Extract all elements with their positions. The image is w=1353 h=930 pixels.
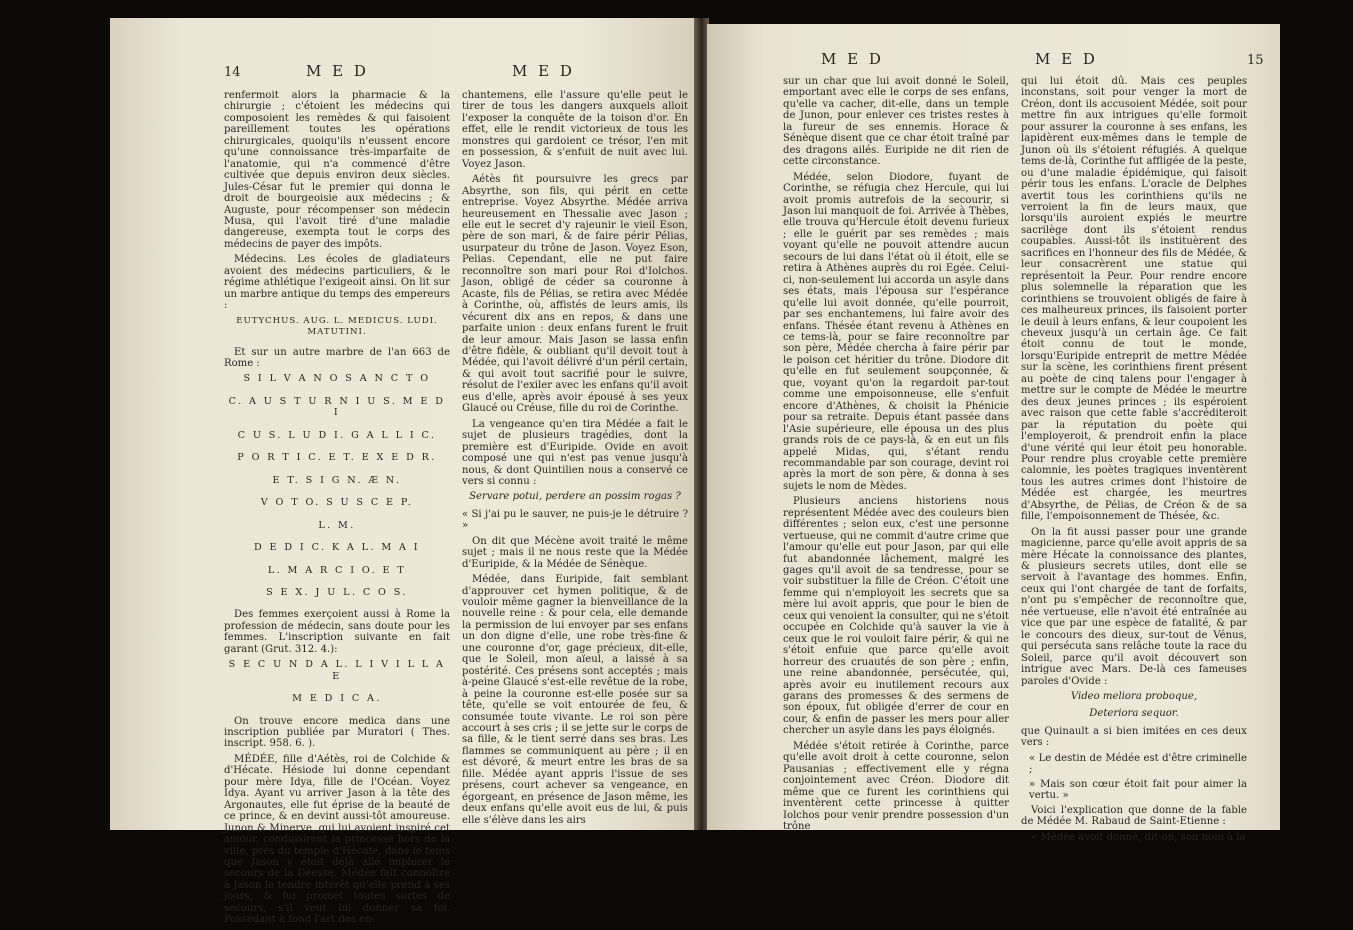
paragraph: Des femmes exerçoient aussi à Rome la profession de médecin, sans doute pour les femmes. L'inscription suivante en fait garant (Grut. 312. 4.): — [224, 609, 450, 655]
paragraph: « Si j'ai pu le sauver, ne puis-je le détruire ? » — [462, 508, 688, 532]
paragraph: Et sur un autre marbre de l'an 663 de Rome : — [224, 346, 450, 369]
inscription-line: L. M A R C I O. E T — [267, 564, 407, 576]
left-column-2 — [462, 90, 688, 830]
inscription-line: P O R T I C. E T. E X E D R. — [237, 452, 437, 464]
inscription-line: C. A U S T U R N I U S. M E D I — [228, 395, 446, 419]
inscription-line: S E X. J U L. C O S. — [266, 586, 408, 598]
inscription-line: L. M. — [318, 519, 356, 531]
paragraph: qui lui étoit dû. Mais ces peuples inconstans, soit pour venger la mort de Créon, dont ils accusoient Médée, soit pour mettre fin aux intrigues qu'elle formoit pour assurer la couronne à ses enfans, les lapidèrent eux-mêmes dans le temple de Junon où ils s'étoient réfugiés. A quelque tems de-là, Corinthe fut affligée de la peste, ou d'une maladie épidémique, qui faisoit périr tous les enfans. L'oracle de Delphes avertit tous les corinthiens qu'ils ne verroient la fin de leurs maux, que lorsqu'ils auroient expiés le meurtre sacrilège dont ils s'étoient rendus coupables. Aussi-tôt ils instituèrent des sacrifices en l'honneur des fils de Médée, & leur consacrèrent une statue qui représentoit la Peur. Pour rendre encore plus solemnelle la réparation que les corinthiens se trouvoient obligés de faire à ces malheureux princes, ils faisoient porter le deuil à leurs enfans, & leur coupoient les cheveux jusqu'à un certain âge. Ce fait étoit connu de tout le monde, lorsqu'Euripide entreprit de mettre Médée sur la scène, les corinthiens firent présent au poète de cinq talens pour l'engager à mettre sur le compte de Médée le meurtre des deux jeunes princes ; ils espéroient avec raison que cette fable s'accréditeroit par la réputation du poète qui l'employeroit, & prendroit enfin la place d'une vérité qui leur étoit peu honorable. Pour rendre plus croyable cette première calomnie, les poètes tragiques inventèrent tous les autres crimes dont l'histoire de Médée est chargée, les meurtres d'Absyrthe, de Pélias, de Créon & de sa fille, l'empoisonnement de Thésée, &c. — [1021, 76, 1247, 523]
paragraph: « Médée avoit donné, dit-on, son nom à la — [1031, 831, 1246, 843]
entry-medee: MÉDÉE, fille d'Aétès, roi de Colchide & d'Hécate. Hésiode lui donne cependant pour mère Idya, fille de l'Océan. Voyez Idya. Ayant vu arriver Jason à la tête des Argonautes, elle fut éprise de la beauté de ce prince, & en devint aussi-tôt amoureuse. Junon & Minerve, qui lui avoient inspiré cet amour, conduisirent la princesse hors de la ville, près du temple d'Hécate, dans le tems que Jason y étoit déjà allé implorer le secours de la Déesse. Médée fait connoître à Jason le tendre intérêt qu'elle prend à ses jours, & lui promet toutes sortes de secours, s'il veut lui donner sa foi. Possédant à fond l'art des en- — [224, 753, 450, 926]
inscription-block — [224, 373, 450, 598]
paragraph: Plusieurs anciens historiens nous représentent Médée avec des couleurs bien différentes ; selon eux, c'est une personne vertueuse, qui ne commit d'autre crime que l'amour qu'elle eut pour Jason, par qui elle fut abandonnée lâchement, malgré les gages qu'il avoit de sa tendresse, pour se voir substituer la fille de Créon. C'étoit une femme qui n'employoit les secrets que sa mère lui avoit appris, que pour le bien de ceux qui venoient la consulter, qui ne s'étoit occupée en Colchide qu'à sauver la vie à ceux que le roi vouloit faire périr, & qui ne s'étoit enfuie que parce qu'elle avoit horreur des cruautés de son père ; enfin, une reine abandonnée, persécutée, qui, après avoir eu inutilement recours aux garans des promesses & des sermens de son époux, fut obligée d'errer de cour en cour, & enfin de passer les mers pour aller chercher un asyle dans les pays éloignés. — [783, 496, 1009, 737]
paragraph: Médée, selon Diodore, fuyant de Corinthe, se réfugia chez Hercule, qui lui avoit promis autrefois de la secourir, si Jason lui manquoit de foi. Arrivée à Thèbes, elle trouva qu'Hercule étoit devenu furieux ; elle le guérit par ses remèdes ; mais voyant qu'elle ne pouvoit attendre aucun secours de lui dans l'état où il étoit, elle se retira à Athènes auprès du roi Egée. Celui-ci, non-seulement lui accorda un asyle dans ses états, mais l'épousa sur l'espérance qu'elle lui avoit donnée, qu'elle pourroit, par ses enchantemens, lui faire avoir des enfans. Thésée étant revenu à Athènes en ce tems-là, pour se faire reconnoître par son père, Médée chercha à faire périr par le poison cet héritier du trône. Diodore dit qu'elle en fut seulement soupçonnée, & que, voyant qu'on la regardoit par-tout comme une empoisonneuse, elle s'enfuit encore d'Athènes, & choisit la Phénicie pour sa retraite. Depuis étant passée dans l'Asie supérieure, elle épousa un des plus grands rois de ce pays-là, & en eut un fils appelé Midas, qui, s'étant rendu recommandable par son courage, devint roi après la mort de son père, & donna à ses sujets le nom de Mèdes. — [783, 171, 1009, 492]
paragraph: Médée s'étoit retirée à Corinthe, parce qu'elle avoit droit à cette couronne, selon Pausanias ; effectivement elle y régna conjointement avec Créon. Diodore dit même que ce furent les corinthiens qui inventèrent cette princesse à quitter Iolchos pour venir prendre possession d'un trône — [783, 740, 1009, 832]
quoted-verse: « Le destin de Médée est d'être criminelle ; — [1029, 752, 1247, 776]
latin-verse: Video meliora proboque, — [1070, 691, 1198, 703]
paragraph: sur un char que lui avoit donné le Soleil, emportant avec elle le corps de ses enfans, qu'elle va cacher, dit-elle, dans un temple de Junon, pour enlever ces tristes restes à la fureur de ses ennemis. Horace & Sénèque disent que ce char étoit traîné par des dragons ailés. Euripide ne dit rien de cette circonstance. — [783, 76, 1009, 168]
left-running-head-col1: M E D — [306, 62, 369, 80]
paragraph: que Quinault a si bien imitées en ces deux vers : — [1021, 725, 1247, 749]
paragraph: Aétès fit poursuivre les grecs par Absyrthe, son fils, qui périt en cette entreprise. Voyez Absyrthe. Médée arriva heureusement en Thessalie avec Jason ; elle eut le secret d'y rajeunir le vieil Eson, père de son mari, & de faire périr Pélias, usurpateur du trône de Jason. Voyez Eson, Pelias. Cependant, elle ne put faire reconnoître son mari pour Roi d'Iolchos. Jason, obligé de céder sa couronne à Acaste, fils de Pélias, se retira avec Médée à Corinthe, où, affistés de leurs amis, ils vécurent dix ans en repos, & dans une parfaite union : deux enfans furent le fruit de leur amour. Mais Jason se lassa enfin d'être fidèle, & oubliant qu'il devoit tout à Médée, qui l'avoit délivré d'un péril certain, & qui avoit tout sacrifié pour le suivre, résolut de l'exiler avec les enfans qu'il avoit eus d'elle, après avoir épousé à ses yeux Glaucé ou Créuse, fille du roi de Corinthe. — [462, 174, 688, 415]
left-running-head-col2: M E D — [512, 62, 575, 80]
paragraph: renfermoit alors la pharmacie & la chirurgie ; c'étoient les médecins qui composoient les remèdes & qui faisoient pareillement toutes les opérations chirurgicales, quoiqu'ils n'eussent encore qu'une connoissance très-imparfaite de l'anatomie, qui n'a commencé d'être cultivée que depuis environ deux siècles. Jules-César fut le premier qui donna le droit de bourgeoisie aux médecins ; & Auguste, pour récompenser son médecin Musa, qui l'avoit tiré d'une maladie dangereuse, exempta tout le corps des médecins de payer des impôts. — [224, 90, 450, 250]
paragraph: La vengeance qu'en tira Médée a fait le sujet de plusieurs tragédies, dont la première est d'Euripide. Ovide en avoit composé une qui n'est pas venue jusqu'à nous, & dont Quintilien nous a conservé ce vers si connu : — [462, 418, 688, 487]
paragraph: On trouve encore medica dans une inscription publiée par Muratori ( Thes. inscript. 958. 6. ). — [224, 715, 450, 750]
quoted-verse: » Mais son cœur étoit fait pour aimer la vertu. » — [1029, 778, 1247, 802]
inscription-line: V O T O. S U S C E P. — [260, 497, 414, 509]
inscription-line: D E D I C. K A L. M A I — [254, 542, 420, 554]
latin-verse: Deteriora sequor. — [1089, 708, 1179, 720]
inscription-line: E T. S I G N. Æ N. — [272, 474, 402, 486]
paragraph: On dit que Mécène avoit traité le même sujet ; mais il ne nous reste que la Médée d'Euripide, & la Médée de Sénèque. — [462, 535, 688, 570]
right-running-head-col1: M E D — [821, 50, 884, 68]
inscription-line: S E C U N D A L. L I V I L L A E — [228, 659, 446, 682]
left-page-number: 14 — [224, 65, 241, 80]
paragraph: Médée, dans Euripide, fait semblant d'approuver cet hymen politique, & de vouloir même gagner la bienveillance de la nouvelle reine : & pour cela, elle demande la permission de lui envoyer par ses enfans un don digne d'elle, une robe très-fine & une couronne d'or, gage précieux, dit-elle, que le Soleil, mon aïeul, a laissé à sa postérité. Ces présens sont acceptés ; mais à-peine Glaucé s'est-elle revêtue de la robe, à peine la couronne est-elle posée sur sa tête, qu'elle se voit entourée de feu, & consumée toute vivante. Le roi son père accourt à ses cris ; il se jette sur le corps de sa fille, & le tient serré dans ses bras. Les flammes se communiquent au père ; il en est dévoré, & meurt entre les bras de sa fille. Médée ayant appris l'issue de ses présens, court achever sa vengeance, en égorgeant, en présence de Jason même, les deux enfans qu'elle avoit eus de lui, & puis elle s'élève dans les airs — [462, 574, 688, 826]
right-column-1 — [783, 76, 1009, 836]
left-page — [110, 18, 696, 926]
right-page-number: 15 — [1247, 53, 1264, 68]
paragraph: chantemens, elle l'assure qu'elle peut le tirer de tous les dangers auxquels alloit l'exposer la conquête de la toison d'or. En effet, elle le rendit victorieux de tous les monstres qui gardoient ce trésor, l'en mit en possession, & s'enfuit de nuit avec lui. Voyez Jason. — [462, 90, 688, 170]
right-column-2 — [1021, 76, 1247, 847]
paragraph: Médecins. Les écoles de gladiateurs avoient des médecins particuliers, & le régime athlétique l'exigeoit ainsi. On lit sur un marbre antique du temps des empereurs : — [224, 254, 450, 312]
latin-verse: Servare potui, perdere an possim rogas ? — [469, 491, 681, 503]
inscription-line: S I L V A N O S A N C T O — [243, 373, 431, 385]
left-column-1 — [224, 90, 450, 930]
inscription-line: C U S. L U D I. G A L L I C. — [237, 429, 437, 441]
inscription-line: EUTYCHUS. AUG. L. MEDICUS. LUDI. MATUTINI. — [236, 315, 438, 338]
inscription-line: M E D I C A. — [292, 693, 382, 705]
right-running-head-col2: M E D — [1035, 50, 1098, 68]
right-page — [707, 24, 1280, 843]
paragraph: Voici l'explication que donne de la fable de Médée M. Rabaud de Saint-Etienne : — [1021, 804, 1247, 828]
paragraph: On la fit aussi passer pour une grande magicienne, parce qu'elle avoit appris de sa mère Hécate la connoissance des plantes, & plusieurs secrets utiles, dont elle se servoit à l'avantage des hommes. Enfin, ceux qui l'ont chargée de tant de forfaits, n'ont pu s'empêcher de reconnoître que, née vertueuse, elle n'avoit été entraînée au vice que par une espèce de fatalité, & par le concours des dieux, sur-tout de Vénus, qui persécuta sans relâche toute la race du Soleil, parce qu'il avoit découvert son intrigue avec Mars. De-là ces fameuses paroles d'Ovide : — [1021, 526, 1247, 687]
